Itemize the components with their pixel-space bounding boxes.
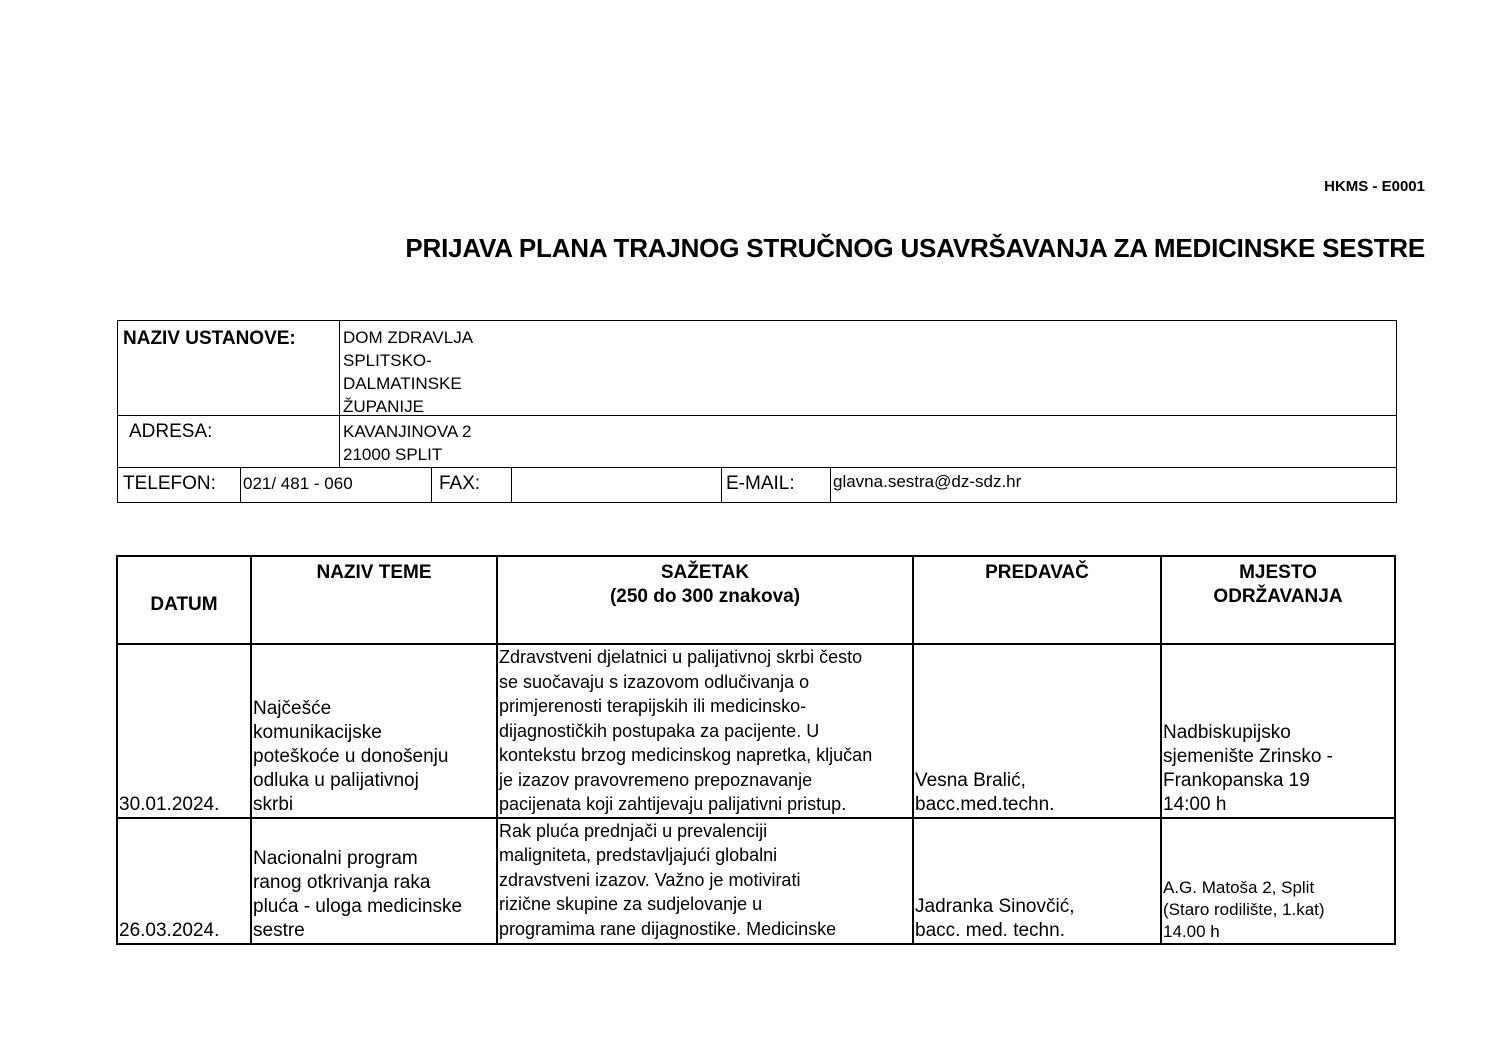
address-row [118, 415, 1396, 468]
header-sazetak: SAŽETAK (250 do 300 znakova) [497, 556, 913, 644]
address-value: KAVANJINOVA 2 21000 SPLIT [343, 422, 472, 464]
header-naziv-teme: NAZIV TEME [251, 556, 497, 644]
row-date: 26.03.2024. [117, 818, 251, 944]
fax-label: FAX: [439, 473, 481, 494]
institution-name-value: DOM ZDRAVLJA SPLITSKO- DALMATINSKE ŽUPANIJE [343, 328, 474, 416]
form-code: HKMS - E0001 [1324, 178, 1425, 195]
table-header-row [117, 556, 1395, 644]
row-location: Nadbiskupijsko sjemenište Zrinsko - Frankopanska 19 14:00 h [1161, 644, 1395, 818]
table-row [117, 818, 1395, 944]
phone-label: TELEFON: [123, 473, 216, 494]
email-label: E-MAIL: [726, 473, 795, 494]
row-lecturer: Vesna Bralić, bacc.med.techn. [913, 644, 1161, 818]
row-summary: Rak pluća prednjači u prevalenciji maligniteta, predstavljajući globalni zdravstveni izazov. Važno je motivirati rizične skupine za sudjelovanje u programima rane dijagnostike. Medicinske [497, 818, 913, 944]
header-predavac: PREDAVAČ [913, 556, 1161, 644]
row-lecturer: Jadranka Sinovčić, bacc. med. techn. [913, 818, 1161, 944]
schedule-table [116, 555, 1396, 945]
header-datum: DATUM [117, 556, 251, 644]
address-label: ADRESA: [129, 421, 213, 442]
table-row [117, 644, 1395, 818]
row-location: A.G. Matoša 2, Split (Staro rodilište, 1.kat) 14.00 h [1161, 818, 1395, 944]
institution-info-box [117, 320, 1397, 503]
institution-name-label: NAZIV USTANOVE: [123, 328, 296, 349]
contact-row [118, 467, 1396, 502]
institution-name-row [118, 321, 1396, 416]
row-date: 30.01.2024. [117, 644, 251, 818]
email-value: glavna.sestra@dz-sdz.hr [833, 472, 1022, 491]
phone-value: 021/ 481 - 060 [243, 474, 353, 493]
row-topic: Nacionalni program ranog otkrivanja raka pluća - uloga medicinske sestre [251, 818, 497, 944]
row-summary: Zdravstveni djelatnici u palijativnoj skrbi često se suočavaju s izazovom odlučivanja o primjerenosti terapijskih ili medicinsko- dijagnostičkih postupaka za pacijente. U kontekstu brzog medicinskog napretka, ključan je izazov pravovremeno prepoznavanje pacijenata koji zahtijevaju palijativni pristup. [497, 644, 913, 818]
page-title: PRIJAVA PLANA TRAJNOG STRUČNOG USAVRŠAVANJA ZA MEDICINSKE SESTRE [405, 233, 1425, 263]
row-topic: Najčešće komunikacijske poteškoće u donošenju odluka u palijativnoj skrbi [251, 644, 497, 818]
header-mjesto: MJESTO ODRŽAVANJA [1161, 556, 1395, 644]
